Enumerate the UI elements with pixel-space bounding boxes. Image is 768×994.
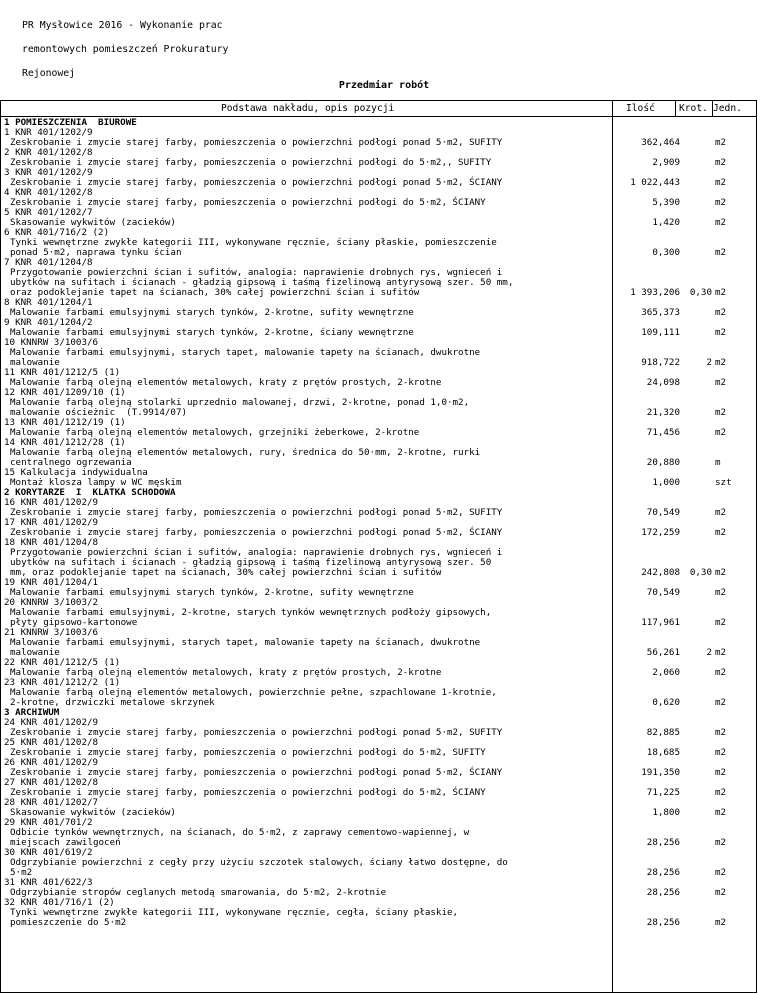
unit-cell: m2	[715, 837, 727, 848]
line-text: Zeskrobanie i zmycie starej farby, pomieszczenia o powierzchni podłogi ponad 5·m2, SUFITY	[10, 727, 503, 738]
unit-cell: m	[715, 457, 721, 468]
line-text: 23 KNR 401/1212/2 (1)	[4, 677, 121, 688]
line-text: 1 POMIESZCZENIA BIUROWE	[4, 117, 137, 128]
line-text: ubytków na sufitach i ścianach - gładzią gipsową i taśmą fizelinową antyrysową szer. 50	[10, 557, 492, 568]
line-text: 25 KNR 401/1202/8	[4, 737, 99, 748]
line-text: Malowanie farbami emulsyjnymi, starych tapet, malowanie tapety na ścianach, dwukrotne	[10, 637, 481, 648]
line-text: Zeskrobanie i zmycie starej farby, pomieszczenia o powierzchni podłogi do 5·m2, ŚCIANY	[10, 197, 486, 208]
line-text: 5·m2	[10, 867, 33, 878]
unit-cell: m2	[715, 887, 727, 898]
line-text: Malowanie farbą olejną elementów metalowych, kraty z prętów prostych, 2-krotne	[10, 377, 442, 388]
line-text: malowanie ościeżnic (T.9914/07)	[10, 407, 188, 418]
column-divider	[675, 101, 676, 117]
unit-cell: m2	[715, 587, 727, 598]
line-text: Odgrzybianie powierzchni z cegły przy użyciu szczotek stalowych, ściany łatwo dostępne, do	[10, 857, 508, 868]
unit-cell: m2	[715, 727, 727, 738]
line-text: Zeskrobanie i zmycie starej farby, pomieszczenia o powierzchni podłogi ponad 5·m2, ŚCIANY	[10, 527, 503, 538]
quantity-cell: 70,549	[646, 587, 680, 598]
line-text: Zeskrobanie i zmycie starej farby, pomieszczenia o powierzchni podłogi ponad 5·m2, SUFITY	[10, 137, 503, 148]
unit-cell: m2	[715, 807, 727, 818]
unit-cell: m2	[715, 647, 727, 658]
krot-cell: 0,30	[689, 567, 712, 578]
line-text: 2 KORYTARZE I KLATKA SCHODOWA	[4, 487, 176, 498]
quantity-cell: 82,885	[646, 727, 680, 738]
line-text: 15 Kalkulacja indywidualna	[4, 467, 148, 478]
table-header	[1, 101, 756, 117]
line-text: Malowanie farbą olejną elementów metalowych, kraty z prętów prostych, 2-krotne	[10, 667, 442, 678]
unit-cell: m2	[715, 377, 727, 388]
line-text: Tynki wewnętrzne zwykłe kategorii III, wykonywane ręcznie, ściany płaskie, pomieszczenie	[10, 237, 497, 248]
unit-cell: m2	[715, 747, 727, 758]
unit-cell: m2	[715, 407, 727, 418]
line-text: 19 KNR 401/1204/1	[4, 577, 99, 588]
unit-cell: m2	[715, 567, 727, 578]
quantity-cell: 1 022,443	[630, 177, 680, 188]
line-text: 29 KNR 401/701/2	[4, 817, 93, 828]
line-text: Odbicie tynków wewnętrznych, na ścianach, do 5·m2, z zaprawy cementowo-wapiennej, w	[10, 827, 470, 838]
quantity-cell: 18,685	[646, 747, 680, 758]
line-text: Malowanie farbą olejną stolarki uprzednio malowanej, drzwi, 2-krotne, ponad 1,0·m2,	[10, 397, 470, 408]
line-text: 4 KNR 401/1202/8	[4, 187, 93, 198]
line-text: Malowanie farbami emulsyjnymi starych tynków, 2-krotne, sufity wewnętrzne	[10, 587, 414, 598]
unit-cell: m2	[715, 697, 727, 708]
quantity-cell: 20,880	[646, 457, 680, 468]
unit-cell: m2	[715, 217, 727, 228]
line-text: 3 ARCHIWUM	[4, 707, 60, 718]
unit-cell: m2	[715, 507, 727, 518]
krot-cell: 2	[706, 357, 712, 368]
line-text: 2-krotne, drzwiczki metalowe skrzynek	[10, 697, 215, 708]
line-text: Zeskrobanie i zmycie starej farby, pomieszczenia o powierzchni podłogi ponad 5·m2, ŚCIANY	[10, 177, 503, 188]
unit-cell: m2	[715, 867, 727, 878]
line-text: 11 KNR 401/1212/5 (1)	[4, 367, 121, 378]
unit-cell: m2	[715, 427, 727, 438]
unit-cell: szt	[715, 477, 732, 488]
line-text: Malowanie farbami emulsyjnymi, 2-krotne, starych tynków wewnętrznych podłoży gipsowych,	[10, 607, 492, 618]
line-text: miejscach zawilgoceń	[10, 837, 121, 848]
line-text: oraz podoklejanie tapet na ścianach, 30% całej powierzchni ścian i sufitów	[10, 287, 420, 298]
line-text: Malowanie farbą olejną elementów metalowych, grzejniki żeberkowe, 2-krotne	[10, 427, 420, 438]
line-text: Zeskrobanie i zmycie starej farby, pomieszczenia o powierzchni podłogi ponad 5·m2, ŚCIANY	[10, 767, 503, 778]
line-text: malowanie	[10, 357, 60, 368]
line-text: ubytków na sufitach i ścianach - gładzią gipsową i taśmą fizelinową antyrysową szer. 50 mm,	[10, 277, 514, 288]
quantity-cell: 109,111	[641, 327, 680, 338]
krot-cell: 2	[706, 647, 712, 658]
quantity-cell: 365,373	[641, 307, 680, 318]
quantity-cell: 71,456	[646, 427, 680, 438]
line-text: Zeskrobanie i zmycie starej farby, pomieszczenia o powierzchni podłogi do 5·m2, SUFITY	[10, 747, 486, 758]
header-line: PR Mysłowice 2016 - Wykonanie prac	[22, 20, 223, 31]
quantity-cell: 28,256	[646, 837, 680, 848]
line-text: Skasowanie wykwitów (zacieków)	[10, 807, 176, 818]
line-text: 5 KNR 401/1202/7	[4, 207, 93, 218]
line-text: Malowanie farbami emulsyjnymi starych tynków, 2-krotne, sufity wewnętrzne	[10, 307, 414, 318]
line-text: 13 KNR 401/1212/19 (1)	[4, 417, 126, 428]
column-divider	[612, 101, 613, 992]
quantity-cell: 0,620	[652, 697, 680, 708]
unit-cell: m2	[715, 137, 727, 148]
line-text: 12 KNR 401/1209/10 (1)	[4, 387, 126, 398]
line-text: 14 KNR 401/1212/28 (1)	[4, 437, 126, 448]
quantity-cell: 242,808	[641, 567, 680, 578]
line-text: Malowanie farbą olejną elementów metalowych, powierzchnie pełne, szpachlowane 1-krotnie,	[10, 687, 497, 698]
line-text: 20 KNNRW 3/1003/2	[4, 597, 99, 608]
line-text: 17 KNR 401/1202/9	[4, 517, 99, 528]
quantity-cell: 117,961	[641, 617, 680, 628]
measurement-table	[0, 100, 757, 993]
quantity-cell: 362,464	[641, 137, 680, 148]
line-text: 10 KNNRW 3/1003/6	[4, 337, 99, 348]
quantity-cell: 56,261	[646, 647, 680, 658]
quantity-cell: 172,259	[641, 527, 680, 538]
header-line: Rejonowej	[22, 68, 76, 79]
unit-cell: m2	[715, 177, 727, 188]
krot-cell: 0,30	[689, 287, 712, 298]
line-text: 16 KNR 401/1202/9	[4, 497, 99, 508]
unit-cell: m2	[715, 917, 727, 928]
line-text: malowanie	[10, 647, 60, 658]
quantity-cell: 2,909	[652, 157, 680, 168]
line-text: centralnego ogrzewania	[10, 457, 132, 468]
line-text: Skasowanie wykwitów (zacieków)	[10, 217, 176, 228]
line-text: Przygotowanie powierzchni ścian i sufitów, analogia: naprawienie drobnych rys, wgnieceń i	[10, 267, 503, 278]
line-text: ponad 5·m2, naprawa tynku ścian	[10, 247, 182, 258]
unit-cell: m2	[715, 357, 727, 368]
line-text: 22 KNR 401/1212/5 (1)	[4, 657, 121, 668]
line-text: 27 KNR 401/1202/8	[4, 777, 99, 788]
line-text: Malowanie farbami emulsyjnymi, starych tapet, malowanie tapety na ścianach, dwukrotne	[10, 347, 481, 358]
line-text: Przygotowanie powierzchni ścian i sufitów, analogia: naprawienie drobnych rys, wgnieceń i	[10, 547, 503, 558]
line-text: 7 KNR 401/1204/8	[4, 257, 93, 268]
line-text: 28 KNR 401/1202/7	[4, 797, 99, 808]
unit-cell: m2	[715, 157, 727, 168]
line-text: 9 KNR 401/1204/2	[4, 317, 93, 328]
line-text: Montaż klosza lampy w WC męskim	[10, 477, 182, 488]
line-text: 18 KNR 401/1204/8	[4, 537, 99, 548]
line-text: 1 KNR 401/1202/9	[4, 127, 93, 138]
line-text: Odgrzybianie stropów ceglanych metodą smarowania, do 5·m2, 2-krotnie	[10, 887, 387, 898]
line-text: 26 KNR 401/1202/9	[4, 757, 99, 768]
col-header-description: Podstawa nakładu, opis pozycji	[221, 103, 395, 114]
line-text: 6 KNR 401/716/2 (2)	[4, 227, 110, 238]
quantity-cell: 21,320	[646, 407, 680, 418]
line-text: 3 KNR 401/1202/9	[4, 167, 93, 178]
line-text: Zeskrobanie i zmycie starej farby, pomieszczenia o powierzchni podłogi do 5·m2, ŚCIANY	[10, 787, 486, 798]
quantity-cell: 0,300	[652, 247, 680, 258]
quantity-cell: 28,256	[646, 917, 680, 928]
quantity-cell: 2,060	[652, 667, 680, 678]
line-text: 2 KNR 401/1202/8	[4, 147, 93, 158]
unit-cell: m2	[715, 247, 727, 258]
line-text: 30 KNR 401/619/2	[4, 847, 93, 858]
unit-cell: m2	[715, 527, 727, 538]
line-text: 21 KNNRW 3/1003/6	[4, 627, 99, 638]
header-line: remontowych pomieszczeń Prokuratury	[22, 44, 229, 55]
quantity-cell: 1,420	[652, 217, 680, 228]
quantity-cell: 5,390	[652, 197, 680, 208]
quantity-cell: 1 393,206	[630, 287, 680, 298]
line-text: 24 KNR 401/1202/9	[4, 717, 99, 728]
quantity-cell: 24,098	[646, 377, 680, 388]
unit-cell: m2	[715, 327, 727, 338]
line-text: płyty gipsowo-kartonowe	[10, 617, 138, 628]
quantity-cell: 1,000	[652, 477, 680, 488]
unit-cell: m2	[715, 197, 727, 208]
line-text: 31 KNR 401/622/3	[4, 877, 93, 888]
line-text: mm, oraz podoklejanie tapet na ścianach, 30% całej powierzchni ścian i sufitów	[10, 567, 442, 578]
quantity-cell: 191,350	[641, 767, 680, 778]
quantity-cell: 918,722	[641, 357, 680, 368]
unit-cell: m2	[715, 787, 727, 798]
quantity-cell: 28,256	[646, 867, 680, 878]
col-header-unit: Jedn.	[713, 103, 742, 114]
quantity-cell: 1,800	[652, 807, 680, 818]
unit-cell: m2	[715, 667, 727, 678]
line-text: Zeskrobanie i zmycie starej farby, pomieszczenia o powierzchni podłogi ponad 5·m2, SUFITY	[10, 507, 503, 518]
line-text: 32 KNR 401/716/1 (2)	[4, 897, 115, 908]
unit-cell: m2	[715, 307, 727, 318]
line-text: 8 KNR 401/1204/1	[4, 297, 93, 308]
unit-cell: m2	[715, 287, 727, 298]
quantity-cell: 71,225	[646, 787, 680, 798]
quantity-cell: 28,256	[646, 887, 680, 898]
line-text: Malowanie farbami emulsyjnymi starych tynków, 2-krotne, ściany wewnętrzne	[10, 327, 414, 338]
col-header-quantity: Ilość	[626, 103, 655, 114]
line-text: Zeskrobanie i zmycie starej farby, pomieszczenia o powierzchni podłogi do 5·m2,, SUFITY	[10, 157, 492, 168]
line-text: pomieszczenie do 5·m2	[10, 917, 127, 928]
col-header-krot: Krot.	[679, 103, 708, 114]
page-title: Przedmiar robót	[338, 80, 430, 91]
unit-cell: m2	[715, 767, 727, 778]
unit-cell: m2	[715, 617, 727, 628]
column-divider	[712, 101, 713, 117]
line-text: Malowanie farbą olejną elementów metalowych, rury, średnica do 50·mm, 2-krotne, rurki	[10, 447, 481, 458]
quantity-cell: 70,549	[646, 507, 680, 518]
line-text: Tynki wewnętrzne zwykłe kategorii III, wykonywane ręcznie, cegła, ściany płaskie,	[10, 907, 459, 918]
